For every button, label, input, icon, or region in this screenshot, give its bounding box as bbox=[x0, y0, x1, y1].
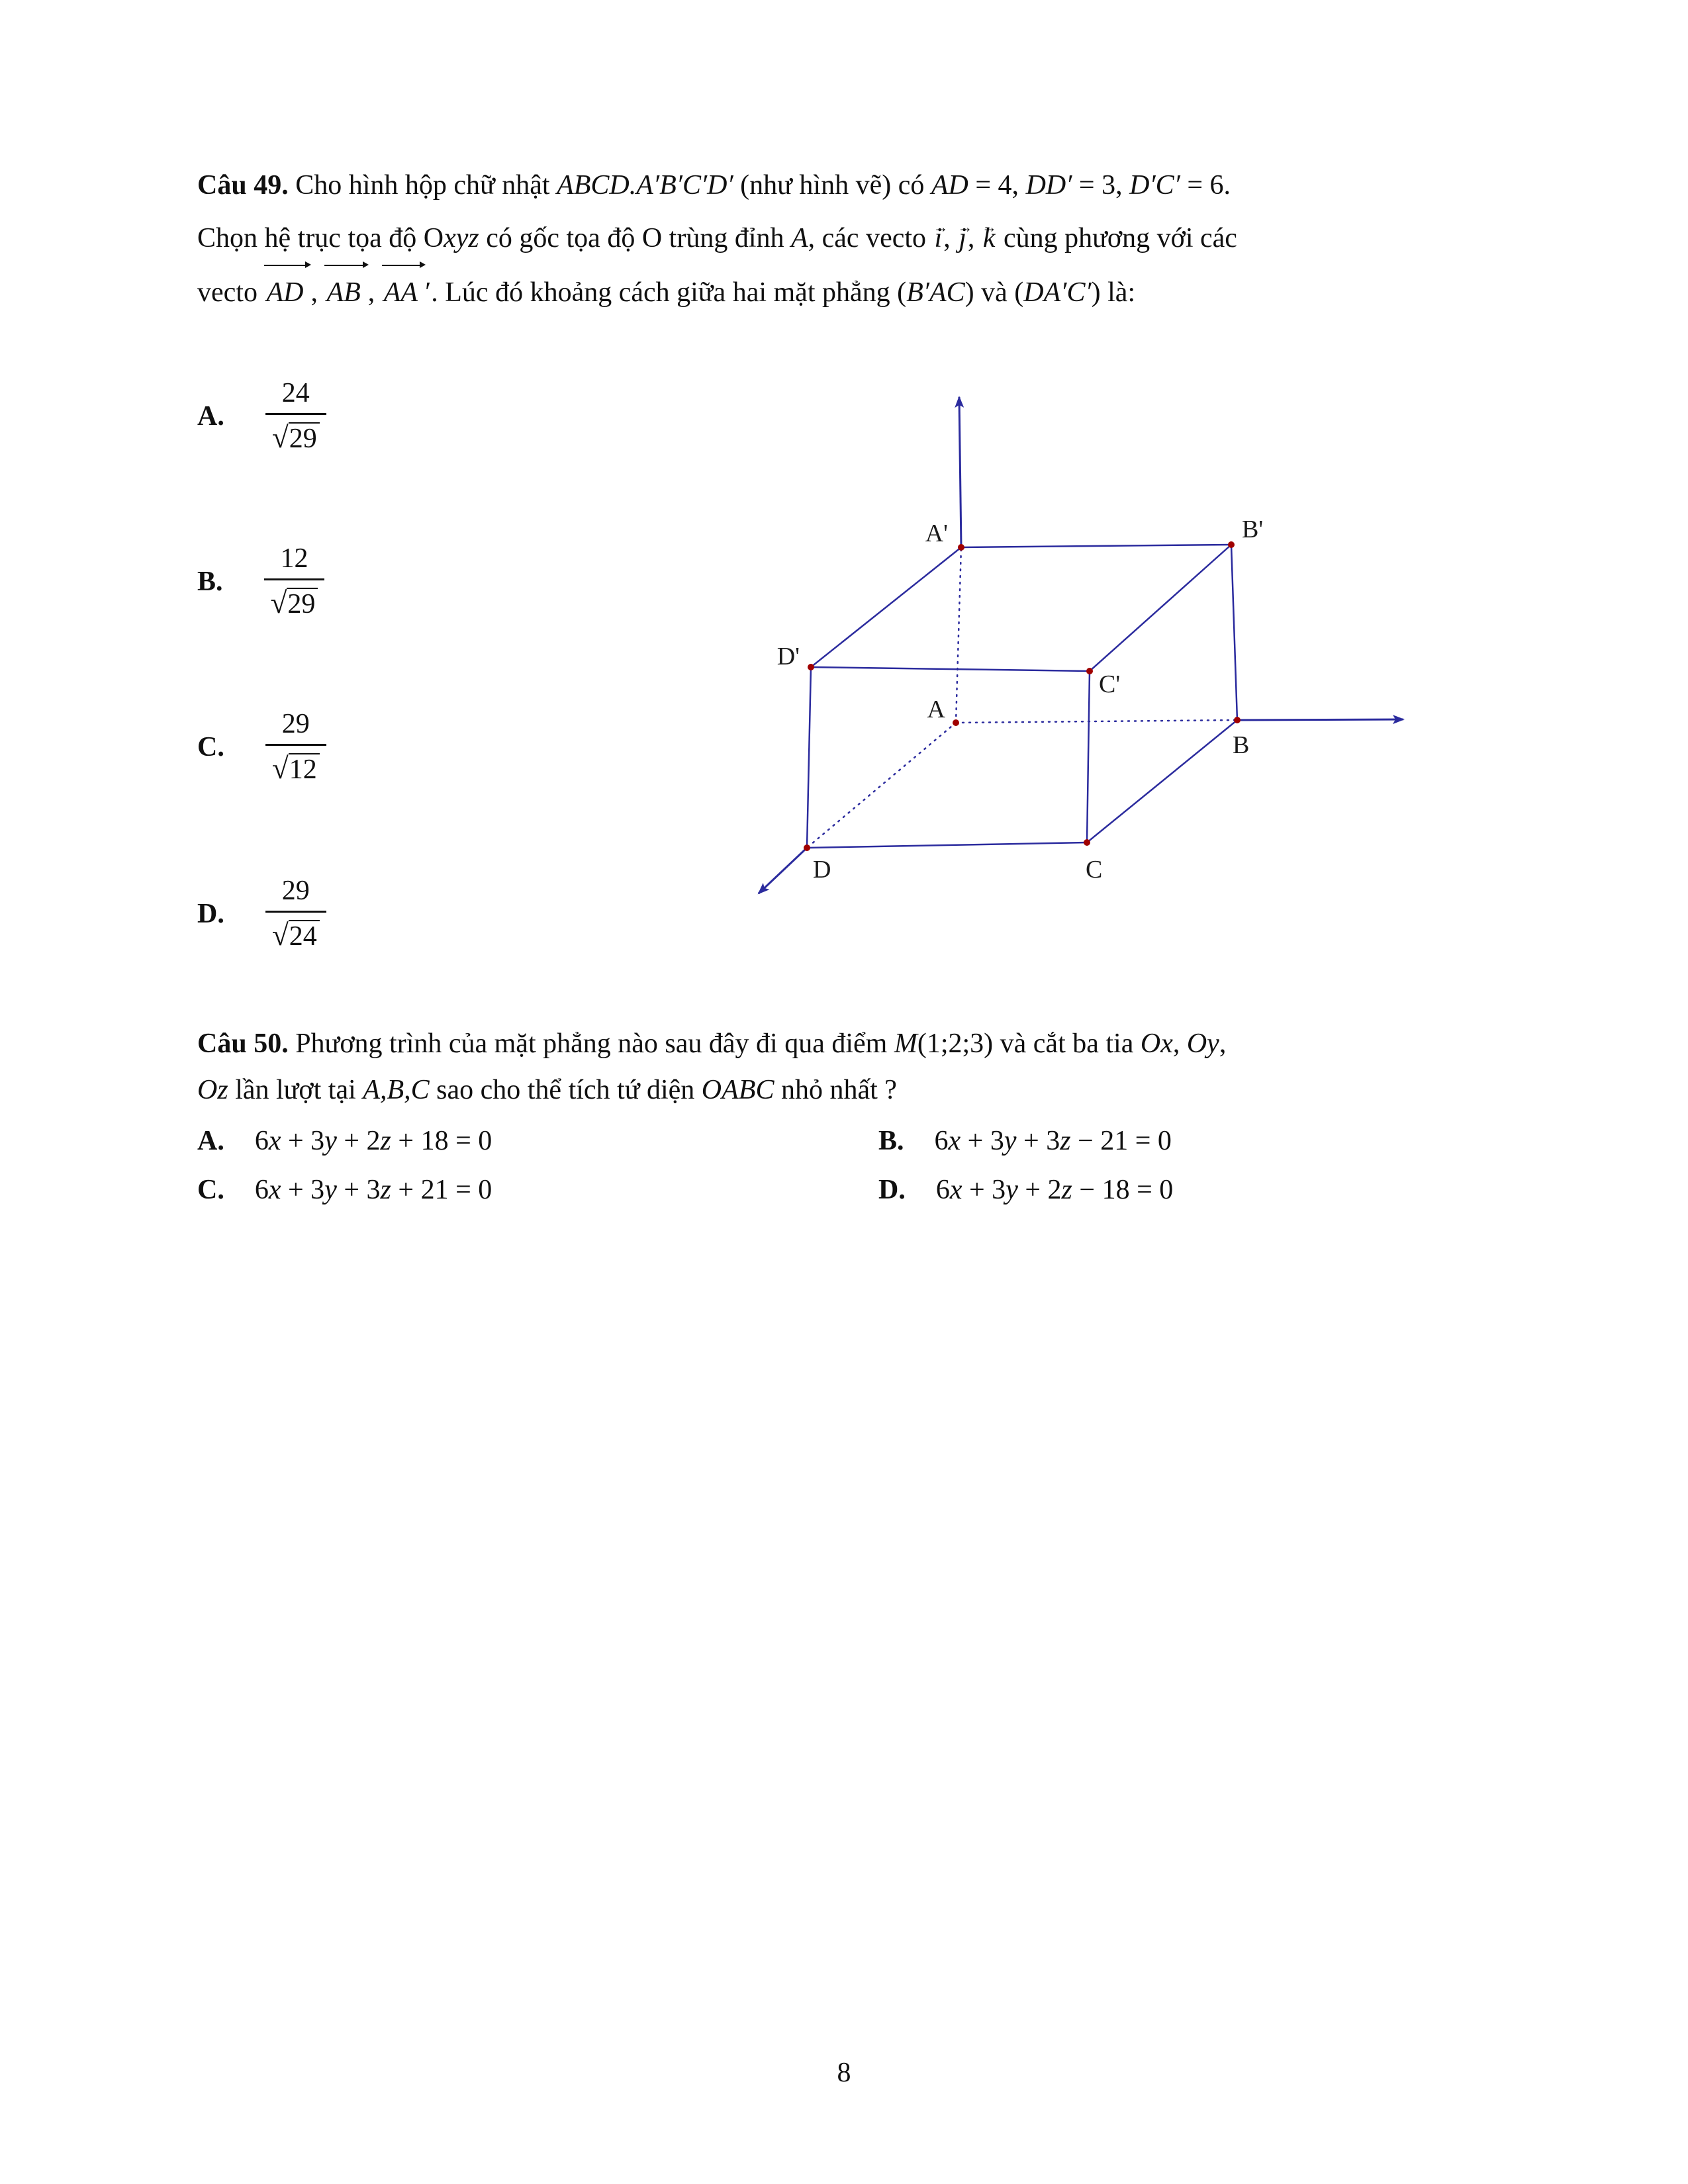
q50-line-1: Câu 50. Phương trình của mặt phẳng nào sau đây đi qua điểm M(1;2;3) và cắt ba tia Ox, Oy, bbox=[197, 1028, 1227, 1059]
vertex-label-d-prime: D' bbox=[776, 643, 800, 670]
q49-line-1: Câu 49. Cho hình hộp chữ nhật ABCD.A′B′C′D′ (như hình vẽ) có AD = 4, DD′ = 3, D′C′ = 6. bbox=[197, 170, 1231, 201]
vertex-label-b: B bbox=[1233, 731, 1250, 759]
option-label: A. bbox=[197, 400, 224, 432]
vertex-label-c: C bbox=[1086, 856, 1103, 884]
fraction bbox=[265, 875, 326, 952]
radicand: 29 bbox=[289, 422, 320, 454]
vertex-labels bbox=[777, 516, 1264, 884]
vertex-label-a: A bbox=[927, 696, 945, 723]
vertex-label-b-prime: B' bbox=[1242, 516, 1264, 543]
vertex-label-c-prime: C' bbox=[1099, 670, 1121, 698]
q50-option-c bbox=[197, 1169, 878, 1211]
radicand: 29 bbox=[287, 588, 318, 619]
equation: 6x + 3y + 2z − 18 = 0 bbox=[935, 1175, 1174, 1205]
fraction-denominator bbox=[264, 578, 325, 620]
box-edges bbox=[807, 545, 1237, 848]
fraction-numerator: 29 bbox=[281, 876, 310, 906]
sqrt-radical-icon bbox=[272, 754, 320, 785]
fraction-numerator: 24 bbox=[281, 378, 310, 408]
q49-line-3: vecto AD , AB , AA ′. Lúc đó khoảng cách giữa hai mặt phẳng (B′AC) và (DA′C′) là: bbox=[197, 265, 1528, 319]
fraction-denominator bbox=[265, 911, 326, 952]
sqrt-radical-icon bbox=[271, 589, 318, 619]
question-50-statement bbox=[197, 1021, 1528, 1113]
option-label: D. bbox=[197, 898, 224, 929]
sqrt-radical-icon bbox=[272, 424, 320, 454]
option-label: C. bbox=[197, 731, 224, 762]
q49-option-b bbox=[197, 543, 324, 620]
option-label: B. bbox=[878, 1126, 904, 1156]
fraction-denominator bbox=[265, 413, 326, 455]
vertex-label-a-prime: A' bbox=[925, 520, 948, 547]
radicand: 24 bbox=[289, 920, 320, 952]
q50-option-a bbox=[197, 1120, 878, 1162]
page-number: 8 bbox=[837, 2058, 851, 2088]
fraction-numerator: 12 bbox=[280, 543, 308, 574]
question-49-statement bbox=[197, 159, 1528, 319]
box-diagram bbox=[715, 371, 1456, 933]
z-axis bbox=[959, 397, 961, 547]
hidden-edges bbox=[807, 547, 1237, 848]
vertex-label-d: D bbox=[813, 856, 831, 884]
option-label: D. bbox=[878, 1175, 906, 1205]
q50-option-b bbox=[878, 1120, 1173, 1162]
option-label: C. bbox=[197, 1175, 224, 1205]
x-axis bbox=[759, 848, 807, 893]
sqrt-radical-icon bbox=[272, 921, 320, 952]
q49-option-a bbox=[197, 377, 326, 455]
vertex-dots bbox=[804, 541, 1241, 851]
fraction-numerator: 29 bbox=[281, 709, 310, 739]
option-label: B. bbox=[197, 566, 223, 597]
fraction-denominator bbox=[265, 744, 326, 786]
equation: 6x + 3y + 2z + 18 = 0 bbox=[254, 1126, 492, 1156]
q49-line-2: Chọn hệ trục tọa độ Oxyz có gốc tọa độ O trùng đỉnh A, các vecto i →, j →, k → cùng phương với các bbox=[197, 212, 1528, 265]
fraction bbox=[265, 377, 326, 455]
q50-option-d bbox=[878, 1169, 1173, 1211]
equation: 6x + 3y + 3z + 21 = 0 bbox=[254, 1175, 492, 1205]
fraction bbox=[265, 708, 326, 786]
radicand: 12 bbox=[289, 753, 320, 785]
equation: 6x + 3y + 3z − 21 = 0 bbox=[934, 1126, 1172, 1156]
y-axis bbox=[1237, 719, 1403, 720]
q50-line-2: Oz lần lượt tại A,B,C sao cho thể tích tứ diện OABC nhỏ nhất ? bbox=[197, 1075, 897, 1105]
q50-options bbox=[197, 1120, 1173, 1211]
q49-option-c bbox=[197, 708, 326, 786]
option-label: A. bbox=[197, 1126, 224, 1156]
q49-option-d bbox=[197, 875, 326, 952]
coordinate-axes bbox=[759, 397, 1403, 893]
fraction bbox=[264, 543, 325, 620]
